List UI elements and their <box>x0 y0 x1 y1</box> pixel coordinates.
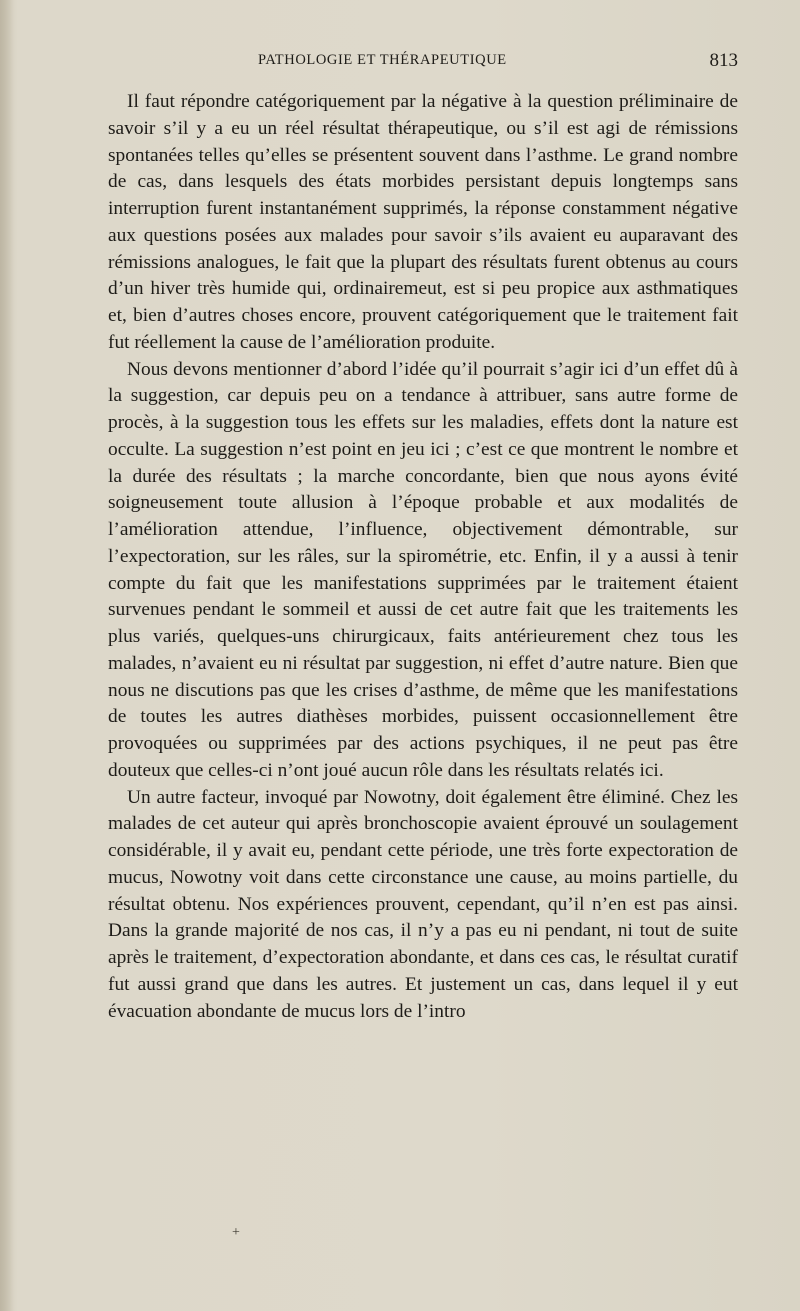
running-title: PATHOLOGIE ET THÉRAPEUTIQUE <box>258 52 507 68</box>
paragraph-3: Un autre facteur, invoqué par Nowotny, doit également être éliminé. Chez les malades de cet auteur qui après bronchoscopie avaient éprouvé un soulagement considérable, il y avait eu, pendant cette période, une très forte expectoration de mucus, Nowotny voit dans cette circonstance une cause, au moins partielle, du résultat obtenu. Nos expériences prouvent, cependant, qu’il n’en est pas ainsi. Dans la grande majorité de nos cas, il n’y a pas eu ni pendant, ni tout de suite après le traitement, d’expectoration abondante, et dans ces cas, le résultat curatif fut aussi grand que dans les autres. Et justement un cas, dans lequel il y eut évacuation abondante de mucus lors de l’intro <box>108 786 738 1022</box>
running-header <box>108 50 738 74</box>
footer-mark: + <box>232 1225 240 1240</box>
page-number: 813 <box>709 50 738 71</box>
page-edge-shadow <box>0 0 14 1311</box>
paragraph-2: Nous devons mentionner d’abord l’idée qu’il pourrait s’agir ici d’un effet dû à la suggestion, car depuis peu on a tendance à attribuer, sans autre forme de procès, à la suggestion tous les effets sur les maladies, effets dont la nature est occulte. La suggestion n’est point en jeu ici ; c’est ce que montrent le nombre et la durée des résultats ; la marche concordante, bien que nous ayons évité soigneusement toute allusion à l’époque probable et aux modalités de l’amélioration attendue, l’influence, objectivement démontrable, sur l’expectoration, sur les râles, sur la spirométrie, etc. Enfin, il y a aussi à tenir compte du fait que les manifestations supprimées par le traitement étaient survenues pendant le sommeil et aussi de cet autre fait que les traitements les plus variés, quelques-uns chirurgicaux, faits antérieurement chez tous les malades, n’avaient eu ni résultat par suggestion, ni effet d’autre nature. Bien que nous ne discutions pas que les crises d’asthme, de même que les manifestations de toutes les autres diathèses morbides, puissent occasionnellement être provoquées ou supprimées par des actions psychiques, il ne peut pas être douteux que celles-ci n’ont joué aucun rôle dans les résultats relatés ici. <box>108 358 738 781</box>
paragraph-1: Il faut répondre catégoriquement par la négative à la question préliminaire de savoir s’il y a eu un réel résultat thérapeutique, ou s’il est agi de rémissions spontanées telles qu’elles se présentent souvent dans l’asthme. Le grand nombre de cas, dans lesquels des états morbides persistant depuis longtemps sans interruption furent instantanément supprimés, la réponse constamment négative aux questions posées aux malades pour savoir s’ils avaient eu auparavant des rémissions analogues, le fait que la plupart des résultats furent obtenus au cours d’un hiver très humide qui, ordinairemeut, est si peu propice aux asthmatiques et, bien d’autres choses encore, prouvent catégoriquement que le traitement fait fut réellement la cause de l’amélioration produite. <box>108 91 738 353</box>
body-text <box>108 89 738 1025</box>
